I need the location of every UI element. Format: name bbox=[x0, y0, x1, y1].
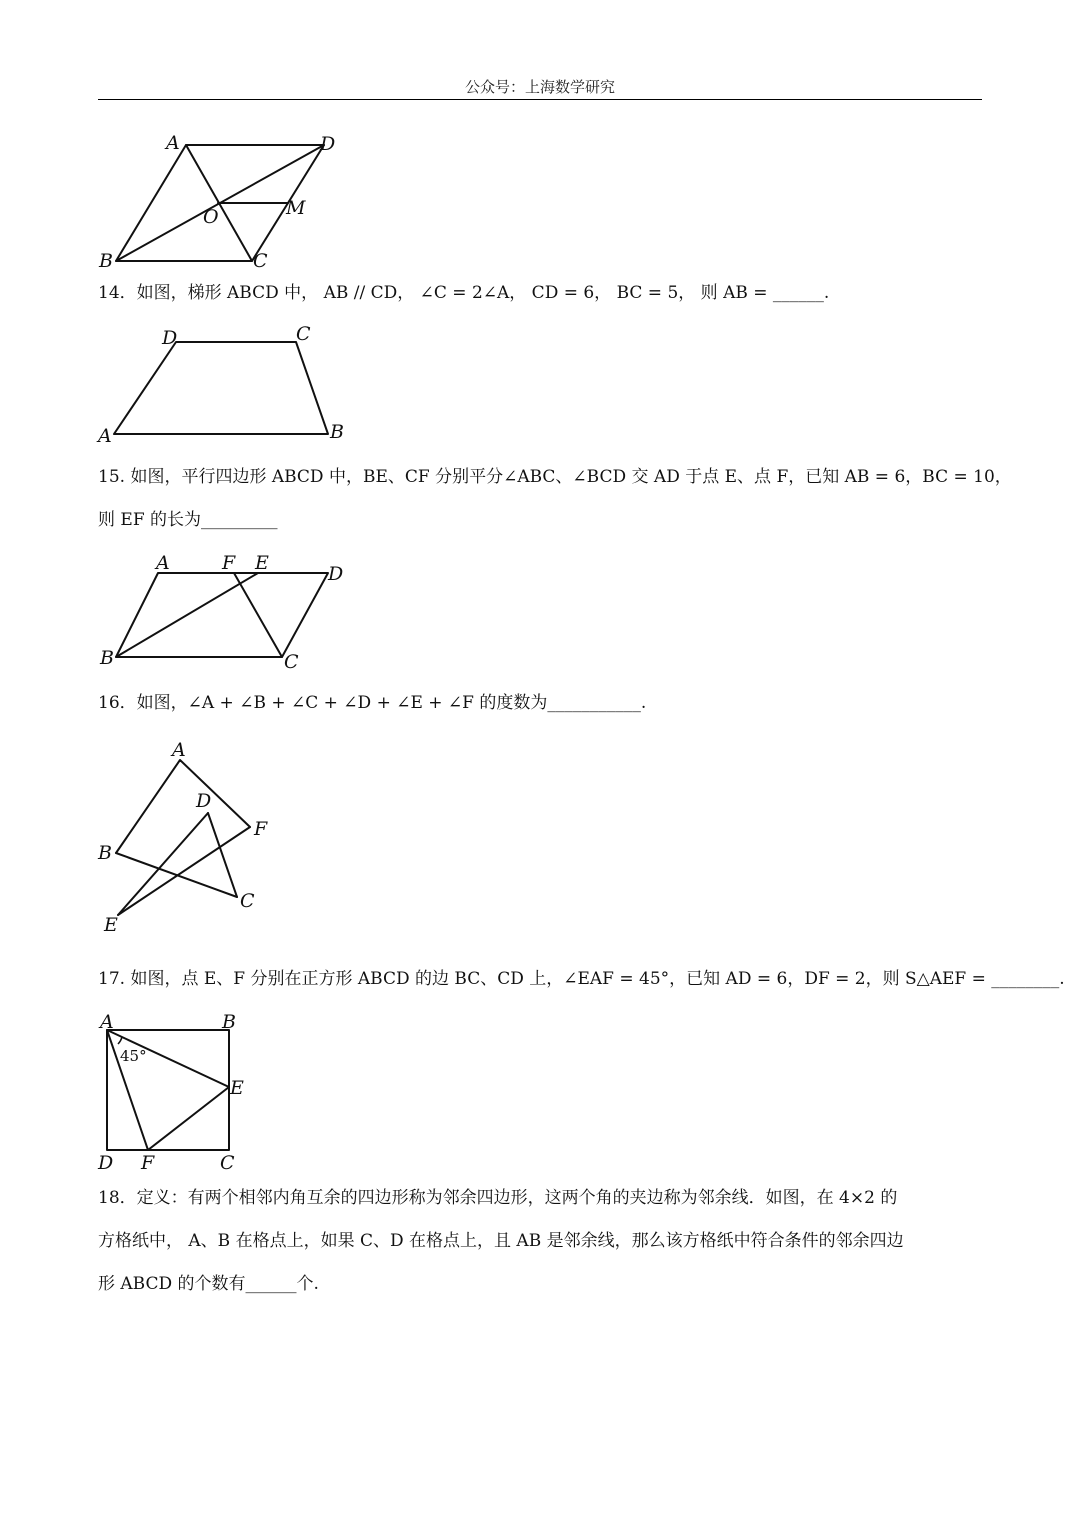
parallelogram-abcd bbox=[116, 573, 328, 657]
label-c: C bbox=[296, 323, 311, 345]
bisector-cf bbox=[234, 573, 282, 657]
question-15-line-2: 则 EF 的长为_________ bbox=[98, 510, 278, 530]
label-a: A bbox=[172, 739, 186, 761]
label-c: C bbox=[253, 250, 268, 272]
label-d: D bbox=[162, 327, 178, 349]
question-17: 17. 如图，点 E、F 分别在正方形 ABCD 的边 BC、CD 上，∠EAF = 45°，已知 AD = 6，DF = 2，则 S△AEF = ________. bbox=[98, 969, 1065, 989]
question-18-line-1: 18．定义：有两个相邻内角互余的四边形称为邻余四边形，这两个角的夹边称为邻余线．如图，在 4×2 的 bbox=[98, 1188, 898, 1208]
label-c: C bbox=[284, 651, 299, 673]
label-a: A bbox=[156, 552, 170, 574]
trapezoid-abcd bbox=[114, 342, 328, 434]
polyline-b-a-f bbox=[116, 760, 250, 853]
question-18-line-3: 形 ABCD 的个数有______个. bbox=[98, 1274, 319, 1294]
label-b: B bbox=[330, 421, 344, 443]
label-b: B bbox=[100, 647, 114, 669]
page-header: 公众号：上海数学研究 bbox=[464, 78, 615, 96]
label-f: F bbox=[141, 1152, 155, 1174]
angle-label-45: 45° bbox=[120, 1047, 147, 1065]
segment-d-c bbox=[208, 813, 237, 897]
question-18-line-2: 方格纸中， A、B 在格点上，如果 C、D 在格点上，且 AB 是邻余线，那么该方格纸中符合条件的邻余四边 bbox=[98, 1231, 904, 1251]
label-e: E bbox=[255, 552, 269, 574]
label-d: D bbox=[320, 133, 336, 155]
figure-q17-square bbox=[90, 1008, 260, 1178]
label-m: M bbox=[286, 197, 306, 219]
label-a: A bbox=[98, 425, 112, 447]
label-b: B bbox=[98, 842, 112, 864]
label-c: C bbox=[240, 890, 255, 912]
label-b: B bbox=[99, 250, 113, 272]
label-o: O bbox=[203, 206, 219, 228]
label-f: F bbox=[254, 818, 268, 840]
label-e: E bbox=[104, 914, 118, 936]
question-16: 16．如图，∠A + ∠B + ∠C + ∠D + ∠E + ∠F 的度数为___________. bbox=[98, 693, 647, 713]
angle-arc-45 bbox=[118, 1037, 122, 1044]
header-rule bbox=[98, 99, 982, 100]
question-14: 14．如图，梯形 ABCD 中， AB // CD， ∠C = 2∠A， CD = 6， BC = 5， 则 AB = ______. bbox=[98, 283, 830, 303]
figure-q15-parallelogram bbox=[90, 545, 360, 675]
label-e: E bbox=[230, 1077, 244, 1099]
label-b: B bbox=[222, 1011, 236, 1033]
label-a: A bbox=[166, 132, 180, 154]
label-d: D bbox=[98, 1152, 114, 1174]
figure-q14-trapezoid bbox=[90, 320, 360, 450]
figure-q16-angles bbox=[90, 735, 290, 940]
figure-q13-parallelogram bbox=[90, 125, 350, 275]
label-d: D bbox=[328, 563, 344, 585]
question-15-line-1: 15. 如图，平行四边形 ABCD 中，BE、CF 分别平分∠ABC、∠BCD 交 AD 于点 E、点 F，已知 AB = 6，BC = 10， bbox=[98, 467, 1012, 487]
label-a: A bbox=[100, 1011, 114, 1033]
label-f: F bbox=[222, 552, 236, 574]
label-c: C bbox=[220, 1152, 235, 1174]
label-d: D bbox=[196, 790, 212, 812]
segment-c-b bbox=[116, 853, 237, 897]
